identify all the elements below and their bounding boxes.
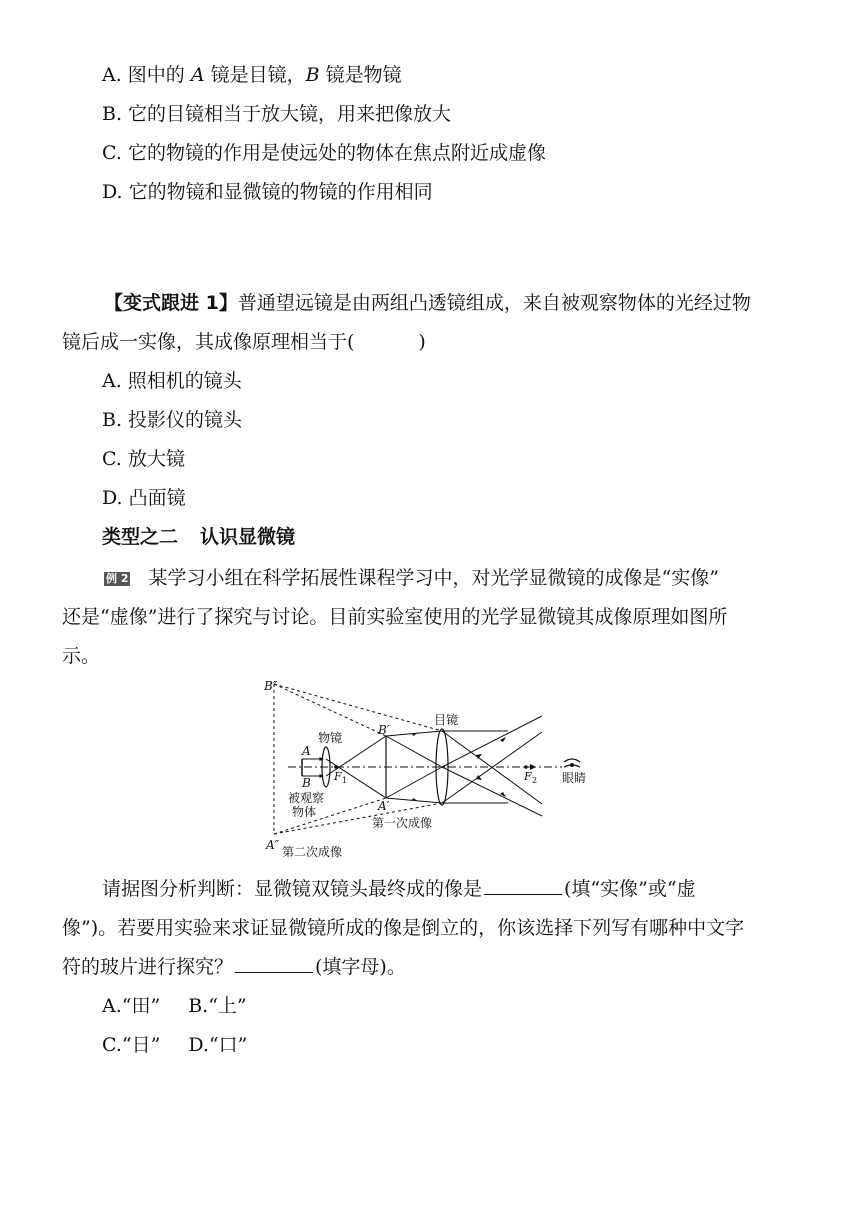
question-text3: 符的玻片进行探究？ <box>62 956 234 978</box>
question-text3-suffix: (填字母)。 <box>315 956 406 978</box>
option-c: C. 它的物镜的作用是使远处的物体在焦点附近成虚像 <box>102 142 546 164</box>
variant-line1 <box>104 290 751 316</box>
question-line3 <box>62 954 406 980</box>
question-text1-suffix: (填“实像”或“虚 <box>564 878 696 900</box>
answer-blank-1[interactable] <box>484 876 562 895</box>
label-second-image: 第二次成像 <box>282 845 343 859</box>
ray-mid-2 <box>386 736 442 767</box>
variant-line2 <box>62 329 426 355</box>
answer-blank-2[interactable] <box>235 954 313 973</box>
section-title <box>102 524 295 550</box>
label-observed: 被观察 <box>288 791 325 805</box>
label-f2-sub: 2 <box>532 776 538 785</box>
example-line2: 还是“虚像”进行了探究与讨论。目前实验室使用的光学显微镜其成像原理如图所 <box>62 606 728 628</box>
label-objective: 物镜 <box>318 731 343 745</box>
f2-point <box>524 765 528 769</box>
option-a-var-b: B <box>305 64 320 86</box>
question-option-d: D.“口” <box>188 1034 248 1056</box>
question-option-b: B.“上” <box>188 995 247 1017</box>
variant-text2: 镜后成一实像，其成像原理相当于( <box>62 331 355 353</box>
example-line3: 示。 <box>62 645 101 667</box>
eye-icon <box>564 759 580 767</box>
label-f2: F <box>524 770 532 783</box>
option-a-var-a: A <box>190 64 205 86</box>
option-a-prefix: A. 图中的 <box>102 64 191 86</box>
question-options-row2 <box>102 1032 247 1058</box>
variant-option-b: B. 投影仪的镜头 <box>102 409 243 431</box>
question-options-row1 <box>102 993 247 1019</box>
option-d: D. 它的物镜和显微镜的物镜的作用相同 <box>102 181 433 203</box>
section-title-part2: 认识显微镜 <box>200 526 296 548</box>
f1-point <box>334 765 338 769</box>
label-b-prime: B′ <box>378 723 390 737</box>
option-a-suffix: 镜是物镜 <box>319 64 402 86</box>
label-eye: 眼睛 <box>562 771 587 785</box>
label-first-image: 第一次成像 <box>372 816 433 830</box>
dash-line-2 <box>274 684 442 731</box>
label-f1-sub: 1 <box>342 776 348 785</box>
variant-text1: 普通望远镜是由两组凸透镜组成，来自被观察物体的光经过物 <box>237 292 751 314</box>
question-option-c: C.“日” <box>102 1034 161 1056</box>
question-option-a: A.“田” <box>102 995 161 1017</box>
option-a-mid: 镜是目镜， <box>204 64 306 86</box>
question-text1: 请据图分析判断：显微镜双镜头最终成的像是 <box>102 878 483 900</box>
variant-tag: 【变式跟进 1】 <box>104 292 238 314</box>
label-a-double: A″ <box>266 838 280 852</box>
ray-mid-4 <box>386 767 442 798</box>
example-line1 <box>104 565 719 591</box>
example-text1: 某学习小组在科学拓展性课程学习中，对光学显微镜的成像是“实像” <box>148 567 719 589</box>
section-title-part1: 类型之二 <box>102 526 179 548</box>
label-a-prime: A′ <box>378 799 390 813</box>
variant-text2-close: ) <box>418 331 426 353</box>
variant-option-a: A. 照相机的镜头 <box>102 370 242 392</box>
label-a-obj: A <box>302 744 311 758</box>
variant-option-d: D. 凸面镜 <box>102 487 186 509</box>
label-object-word: 物体 <box>292 805 317 819</box>
example-badge: 例 2 <box>106 572 129 585</box>
variant-option-c: C. 放大镜 <box>102 448 185 470</box>
option-b: B. 它的目镜相当于放大镜，用来把像放大 <box>102 103 452 125</box>
label-eyepiece: 目镜 <box>434 713 459 727</box>
option-a <box>102 62 402 88</box>
label-f1: F <box>334 770 342 783</box>
microscope-diagram <box>262 676 602 862</box>
question-line2: 像”)。若要用实验来求证显微镜所成的像是倒立的，你该选择下列写有哪种中文字 <box>62 917 745 939</box>
question-line1 <box>102 876 696 902</box>
label-b-obj: B <box>302 776 311 790</box>
dash-line-1 <box>274 684 386 736</box>
label-b-double: B″ <box>264 679 278 693</box>
